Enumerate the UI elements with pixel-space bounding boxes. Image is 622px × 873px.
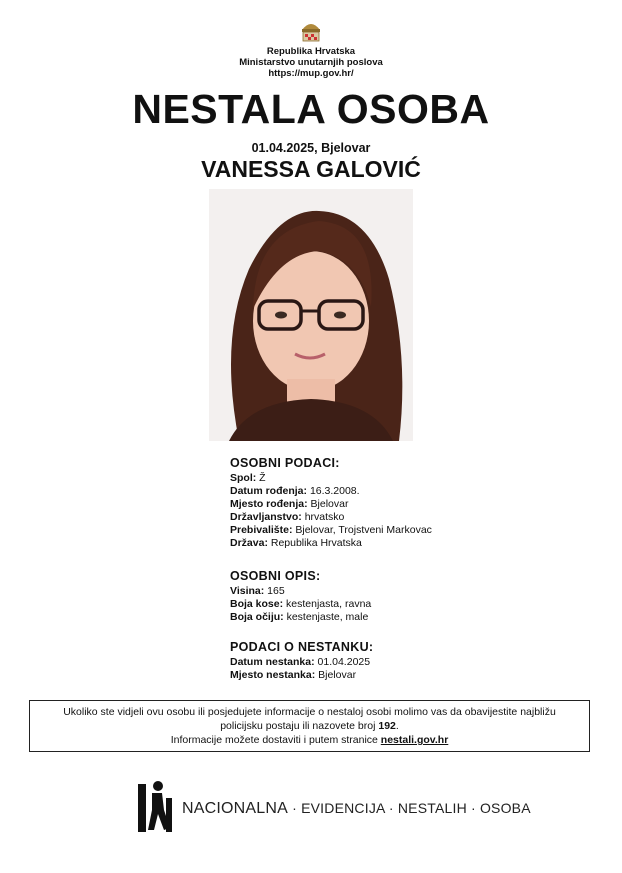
field-eye-color: Boja očiju: kestenjaste, male: [230, 611, 369, 623]
notice-line-2: policijsku postaju ili nazovete broj 192.: [220, 720, 399, 732]
field-residence: Prebivalište: Bjelovar, Trojstveni Markovac: [230, 524, 432, 536]
field-birth-place: Mjesto rođenja: Bjelovar: [230, 498, 349, 510]
field-missing-date: Datum nestanka: 01.04.2025: [230, 656, 371, 668]
header-country: Republika Hrvatska: [266, 46, 356, 57]
disappearance-section: [230, 640, 373, 682]
footer-word-2: EVIDENCIJA: [301, 800, 385, 816]
footer-brand: [182, 800, 531, 818]
date-place: 01.04.2025, Bjelovar: [251, 141, 371, 155]
nestali-link[interactable]: nestali.gov.hr: [380, 734, 449, 746]
field-country: Država: Republika Hrvatska: [230, 537, 362, 549]
page-title: NESTALA OSOBA: [132, 86, 490, 132]
field-birth-date: Datum rođenja: 16.3.2008.: [230, 485, 360, 497]
description-section: [230, 569, 371, 624]
phone-number[interactable]: 192: [378, 720, 396, 732]
header-website[interactable]: https://mup.gov.hr/: [268, 68, 354, 79]
field-citizenship: Državljanstvo: hrvatsko: [230, 511, 345, 523]
person-name: VANESSA GALOVIĆ: [201, 156, 421, 182]
description-heading: OSOBNI OPIS:: [230, 569, 321, 583]
field-sex: Spol: Ž: [230, 472, 266, 484]
footer-dot-1: ·: [292, 800, 297, 816]
footer-word-4: OSOBA: [479, 800, 531, 816]
field-hair-color: Boja kose: kestenjasta, ravna: [230, 598, 372, 610]
footer-word-1: NACIONALNA: [182, 800, 289, 817]
field-missing-place: Mjesto nestanka: Bjelovar: [230, 669, 357, 681]
coat-of-arms-icon: [296, 20, 326, 44]
notice-line-3: Informacije možete dostaviti i putem stranice nestali.gov.hr: [170, 734, 449, 746]
personal-data-section: [230, 456, 432, 550]
notice-box: [29, 700, 590, 752]
header-ministry: Ministarstvo unutarnjih poslova: [239, 57, 383, 68]
footer-dot-3: ·: [470, 800, 476, 816]
notice-line-1: Ukoliko ste vidjeli ovu osobu ili posjedujete informacije o nestaloj osobi molimo vas da obavijestite najbližu: [63, 706, 556, 718]
personal-data-heading: OSOBNI PODACI:: [230, 456, 340, 470]
footer-word-3: NESTALIH: [397, 800, 467, 816]
field-height: Visina: 165: [230, 585, 285, 597]
person-photo: [209, 189, 413, 441]
walking-person-logo-icon: [138, 780, 174, 832]
disappearance-heading: PODACI O NESTANKU:: [230, 640, 374, 654]
footer-dot-2: ·: [388, 800, 394, 816]
